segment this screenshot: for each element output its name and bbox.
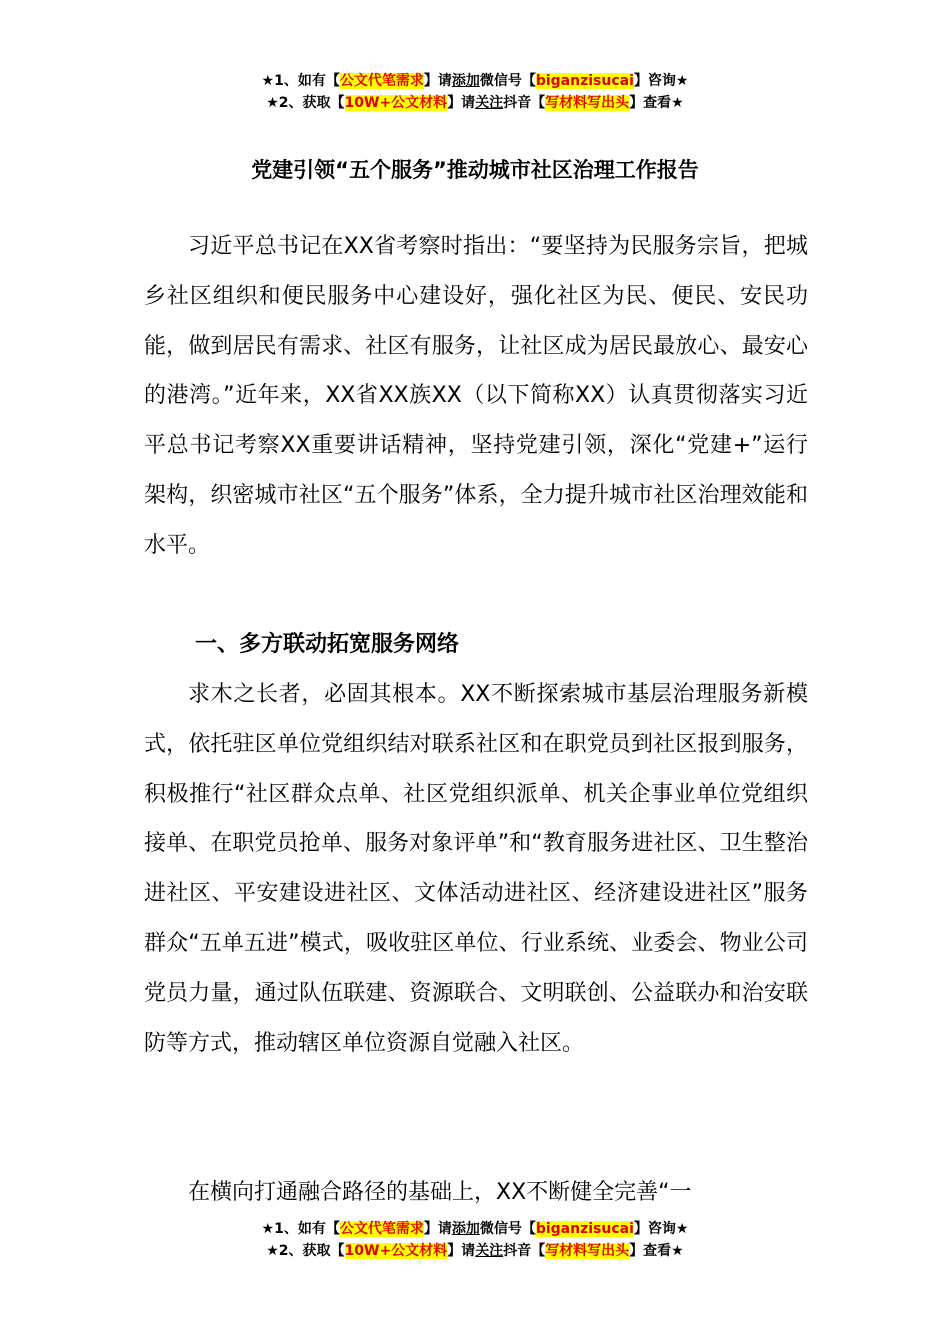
banner-highlight: 写材料写出头 bbox=[545, 95, 630, 111]
banner-highlight: 公文代笔需求 bbox=[339, 1221, 424, 1237]
paragraph-3 bbox=[144, 1168, 808, 1220]
paragraph-2 bbox=[144, 670, 808, 1068]
banner-text: 】请 bbox=[447, 1243, 476, 1259]
banner-underlined: 添加 bbox=[451, 1221, 480, 1237]
banner-highlight: 公文代笔需求 bbox=[339, 73, 424, 89]
banner-text: ★2、获取【 bbox=[266, 95, 345, 111]
banner-text: 抖音【 bbox=[503, 95, 546, 111]
banner-text: 】咨询★ bbox=[633, 1221, 689, 1237]
paragraph-text: 习近平总书记在XX省考察时指出：“要坚持为民服务宗旨，把城乡社区组织和便民服务中心建设好，强化社区为民、便民、安民功能，做到居民有需求、社区有服务，让社区成为居民最放心、最安心的港湾。”近年来，XX省XX族XX（以下简称XX）认真贯彻落实习近平总书记考察XX重要讲话精神，坚持党建引领，深化“党建+”运行架构，织密城市社区“五个服务”体系，全力提升城市社区治理效能和水平。 bbox=[144, 234, 808, 558]
banner-highlight: 10W+公文材料 bbox=[344, 95, 448, 111]
banner-highlight: 写材料写出头 bbox=[545, 1243, 630, 1259]
banner-text: 】请 bbox=[423, 1221, 452, 1237]
banner-text: ★1、如有【 bbox=[261, 1221, 340, 1237]
banner-underlined: 关注 bbox=[475, 1243, 504, 1259]
document-title: 党建引领“五个服务”推动城市社区治理工作报告 bbox=[251, 158, 699, 182]
banner-text: 】请 bbox=[423, 73, 452, 89]
banner-underlined: 关注 bbox=[475, 95, 504, 111]
banner-text: 】查看★ bbox=[629, 95, 684, 111]
banner-underlined: 添加 bbox=[451, 73, 480, 89]
banner-text: 微信号【 bbox=[479, 1221, 536, 1237]
banner-line-2 bbox=[0, 92, 950, 114]
banner-line-1 bbox=[0, 1218, 950, 1240]
banner-text: 】请 bbox=[447, 95, 476, 111]
banner-text: 】查看★ bbox=[629, 1243, 684, 1259]
section-heading-1: 一、多方联动拓宽服务网络 bbox=[195, 632, 460, 657]
banner-highlight: biganzisucai bbox=[535, 73, 634, 89]
top-banner bbox=[0, 70, 950, 114]
paragraph-1 bbox=[144, 222, 808, 571]
banner-text: ★2、获取【 bbox=[266, 1243, 345, 1259]
bottom-banner bbox=[0, 1218, 950, 1262]
banner-highlight: biganzisucai bbox=[535, 1221, 634, 1237]
banner-text: 】咨询★ bbox=[633, 73, 689, 89]
banner-text: ★1、如有【 bbox=[261, 73, 340, 89]
paragraph-text: 在横向打通融合路径的基础上，XX不断健全完善“一 bbox=[188, 1180, 692, 1205]
paragraph-text: 求木之长者，必固其根本。XX不断探索城市基层治理服务新模式，依托驻区单位党组织结对联系社区和在职党员到社区报到服务，积极推行“社区群众点单、社区党组织派单、机关企事业单位党组织接单、在职党员抢单、服务对象评单”和“教育服务进社区、卫生整治进社区、平安建设进社区、文体活动进社区、经济建设进社区”服务群众“五单五进”模式，吸收驻区单位、行业系统、业委会、物业公司党员力量，通过队伍联建、资源联合、文明联创、公益联办和治安联防等方式，推动辖区单位资源自觉融入社区。 bbox=[144, 682, 808, 1056]
banner-text: 微信号【 bbox=[479, 73, 536, 89]
banner-highlight: 10W+公文材料 bbox=[344, 1243, 448, 1259]
banner-text: 抖音【 bbox=[503, 1243, 546, 1259]
banner-line-2 bbox=[0, 1240, 950, 1262]
banner-line-1 bbox=[0, 70, 950, 92]
